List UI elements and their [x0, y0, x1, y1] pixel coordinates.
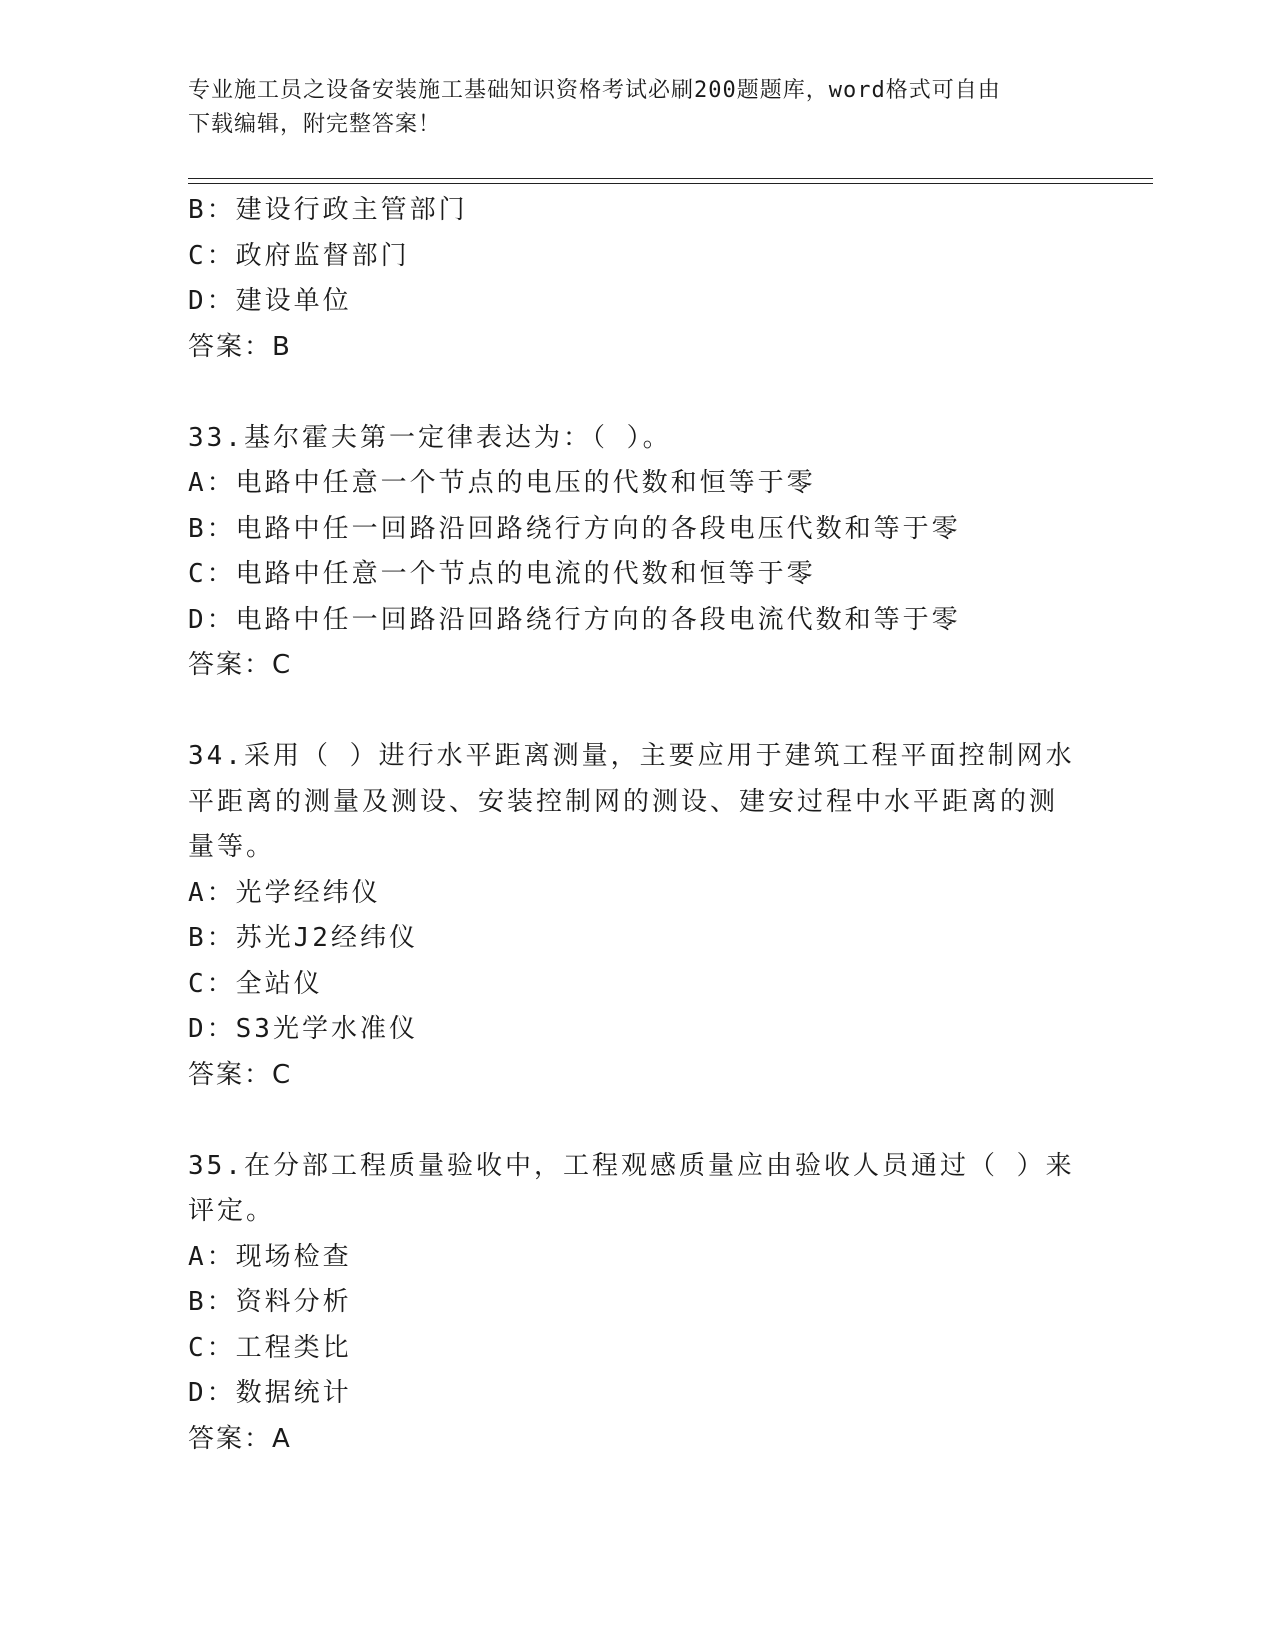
option-d: D：建设单位	[188, 286, 352, 316]
question-32-continued	[188, 188, 1068, 370]
question-text-line-1: 35.在分部工程质量验收中，工程观感质量应由验收人员通过（ ）来	[188, 1150, 1075, 1181]
header-rule-top	[188, 178, 1153, 179]
header-rule-bottom	[188, 183, 1153, 184]
spacer	[188, 1098, 1068, 1144]
option-c: C：政府监督部门	[188, 240, 410, 271]
answer-label: 答案：C	[188, 650, 293, 680]
document-header	[188, 74, 1068, 142]
answer-label: 答案：B	[188, 331, 292, 362]
option-b: B：电路中任一回路沿回路绕行方向的各段电压代数和等于零	[188, 513, 961, 544]
answer-label: 答案：A	[188, 1423, 292, 1454]
header-line-2: 下载编辑，附完整答案！	[188, 112, 442, 137]
header-line-1: 专业施工员之设备安装施工基础知识资格考试必刷200题题库，word格式可自由	[188, 78, 1001, 103]
question-text-line-2: 评定。	[188, 1196, 276, 1226]
question-text-line-1: 34.采用（ ）进行水平距离测量，主要应用于建筑工程平面控制网水	[188, 741, 1075, 771]
question-35	[188, 1144, 1075, 1463]
question-text-line-2: 平距离的测量及测设、安装控制网的测设、建安过程中水平距离的测	[188, 786, 1059, 817]
option-b: B：建设行政主管部门	[188, 195, 468, 225]
question-text-line-3: 量等。	[188, 832, 276, 862]
option-a: A：现场检查	[188, 1241, 352, 1272]
option-d: D：数据统计	[188, 1378, 352, 1408]
question-33	[188, 416, 1068, 689]
option-b: B：苏光J2经纬仪	[188, 923, 418, 953]
option-d: D：S3光学水准仪	[188, 1014, 418, 1044]
option-a: A：电路中任意一个节点的电压的代数和恒等于零	[188, 468, 816, 498]
answer-label: 答案：C	[188, 1059, 293, 1090]
spacer	[188, 370, 1068, 416]
option-c: C：工程类比	[188, 1332, 352, 1363]
question-text: 33.基尔霍夫第一定律表达为：（ ）。	[188, 422, 672, 453]
spacer	[188, 689, 1068, 735]
option-b: B：资料分析	[188, 1287, 352, 1317]
question-list	[188, 188, 1075, 1462]
option-a: A：光学经纬仪	[188, 877, 381, 908]
question-34	[188, 734, 1075, 1098]
option-d: D：电路中任一回路沿回路绕行方向的各段电流代数和等于零	[188, 604, 961, 635]
option-c: C：全站仪	[188, 968, 323, 999]
option-c: C：电路中任意一个节点的电流的代数和恒等于零	[188, 559, 816, 589]
